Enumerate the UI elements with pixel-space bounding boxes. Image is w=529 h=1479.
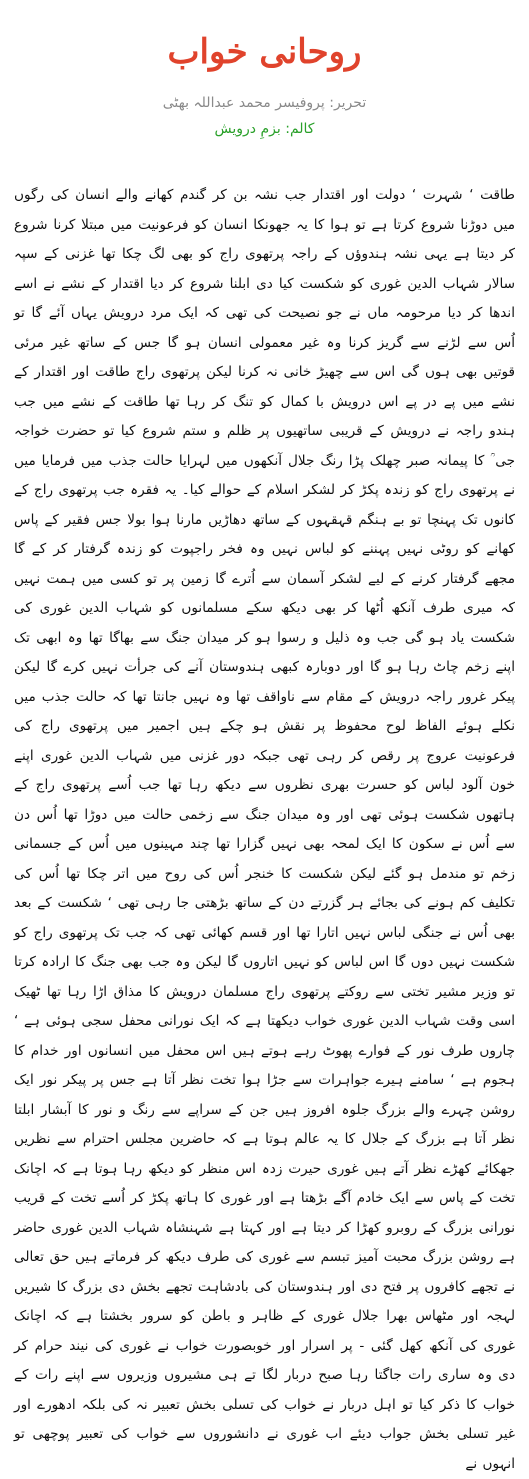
author-byline: تحریر: پروفیسر محمد عبداللہ بھٹی [162, 95, 367, 111]
column-name: کالم: بزمِ درویش [214, 121, 315, 137]
article-body: طاقت ‘ شہرت ‘ دولت اور اقتدار جب نشہ بن کر گندم کھانے والے انسان کی رگوں میں دوڑنا شروع کرتا ہے تو ہوا کا یہ جھونکا انسان کو فرعونیت میں مبتلا کرنا شروع کر دیتا ہے یہی نشہ ہندوؤں کے راجہ پرتھوی راج کو بھی لگ چکا تھا غزنی کے سپہ سالار شہاب الدین غوری کو شکست کیا دی ابلنا شروع کر دیا اقتدار کے نشے نے اسے اندھا کر دیا مرحومہ ماں نے جو نصیحت کی تھی کہ ایک مرد درویش یہاں آئے گا تو اُس سے لڑنے سے گریز کرنا وہ غیر معمولی انسان ہو گا جس کے ساتھ غیر مرئی قوتیں بھی ہوں گی اس سے چھیڑ خانی نہ کرنا لیکن پرتھوی راج طاقت اور اقتدار کے نشے میں پے در پے اس درویش با کمال کو تنگ کر رہا تھا طاقت کے نشے میں جب ہندو راجہ نے درویش کے قریبی ساتھیوں پر ظلم و ستم شروع کیا تو حضرت خواجہ جی ؒ کا پیمانہ صبر چھلک پڑا رنگ جلال آنکھوں میں لہرایا حالت جذب میں فرمایا میں نے پرتھوی راج کو زندہ پکڑ کر لشکر اسلام کے حوالے کیا۔ یہ فقرہ جب پرتھوی راج کے کانوں تک پہنچا تو بے ہنگم قہقہوں کے ساتھ دھاڑیں مارنا ہوا بولا جس فقیر کے پاس کھانے کو روٹی نہیں پہننے کو لباس نہیں وہ فخر راجپوت کو زندہ گرفتار کر کے گا مجھے گرفتار کرنے کے لیے لشکر آسمان سے اُترے گا زمین پر تو کسی میں ہمت نہیں کہ میری طرف آنکھ اُٹھا کر بھی دیکھ سکے مسلمانوں کو شہاب الدین غوری کی شکست یاد ہو گی جب وہ ذلیل و رسوا ہو کر میدان جنگ سے بھاگا تھا وہ ابھی تک اپنے زخم چاٹ رہا ہو گا اور دوبارہ کبھی ہندوستان آنے کی جرأت نہیں کرے گا لیکن پیکر غرور راجہ درویش کے مقام سے ناواقف تھا وہ نہیں جانتا تھا کہ حالت جذب میں نکلے ہوئے الفاظ لوح محفوظ پر نقش ہو چکے ہیں اجمیر میں پرتھوی راج کی فرعونیت عروج پر رقص کر رہی تھی جبکہ دور غزنی میں شہاب الدین غوری اپنے خون آلود لباس کو حسرت بھری نظروں سے دیکھ رہا تھا جب اُسے پرتھوی راج کے ہاتھوں شکست ہوئی تھی اور وہ میدان جنگ سے زخمی حالت میں دوڑا تھا اُس دن سے اُس نے سکون کا ایک لمحہ بھی نہیں گزارا تھا چند مہینوں میں اُس کے جسمانی زخم تو مندمل ہو گئے لیکن شکست کا خنجر اُس کی روح میں اتر چکا تھا اُس کی تکلیف کم ہونے کی بجائے ہر گزرتے دن کے ساتھ بڑھتی جا رہی تھی ‘ شکست کے بعد بھی اُس نے جنگی لباس نہیں اتارا تھا اور قسم کھائی تھی کہ جب تک پرتھوی راج کو شکست نہیں دوں گا اس لباس کو نہیں اتاروں گا لیکن وہ جب بھی جنگ کا ارادہ کرتا تو وزیر مشیر تختی سے روکتے پرتھوی راج مسلمان درویش کا مذاق اڑا رہا تھا ٹھیک اسی وقت شہاب الدین غوری خواب دیکھتا ہے کہ ایک نورانی محفل سجی ہوئی ہے ‘ چاروں طرف نور کے فوارے پھوٹ رہے ہوتے ہیں اس محفل میں انسانوں اور خدام کا ہجوم ہے ‘ سامنے ہیرے جواہرات سے جڑا ہوا تخت نظر آتا ہے جس پر پیکر نور ایک روشن چہرے والے بزرگ جلوہ افروز ہیں جن کے سراپے سے رنگ و نور کا آبشار ابلتا نظر آتا ہے بزرگ کے جلال کا یہ عالم ہوتا ہے کہ حاضرین مجلس احترام سے نظریں جھکائے کھڑے نظر آتے ہیں غوری حیرت زدہ اس منظر کو دیکھ رہا ہوتا ہے کہ اچانک تخت کے پاس سے ایک خادم آگے بڑھتا ہے اور غوری کا ہاتھ پکڑ کر اُسے تخت کے قریب نورانی بزرگ کے روبرو کھڑا کر دیتا ہے اور کہتا ہے شہنشاہ شہاب الدین غوری حاضر ہے روشن بزرگ محبت آمیز تبسم سے غوری کی طرف دیکھ کر فرماتے ہیں حق تعالی نے تجھے کافروں پر فتح دی اور ہندوستان کی بادشاہت تجھے بخش دی بزرگ کا شیریں لہجہ اور مٹھاس بھرا جلال غوری کے ظاہر و باطن کو سرور بخشتا ہے کہ اچانک غوری کی آنکھ کھل گئی - پر اسرار اور خوبصورت خواب نے غوری کی نیند حرام کر دی وہ ساری رات جاگتا رہا صبح دربار لگا تے ہی مشیروں وزیروں سے اپنے رات کے خواب کا ذکر کیا تو اہل دربار نے خواب کی تسلی بخش تعبیر نہ کی بلکہ ادھورے اور غیر تسلی بخش جواب دیئے اب غوری نے دانشوروں سے خواب کی تعبیر پوچھی تو انہوں نے [14, 187, 515, 1472]
article-title: روحانی خواب [167, 32, 362, 72]
